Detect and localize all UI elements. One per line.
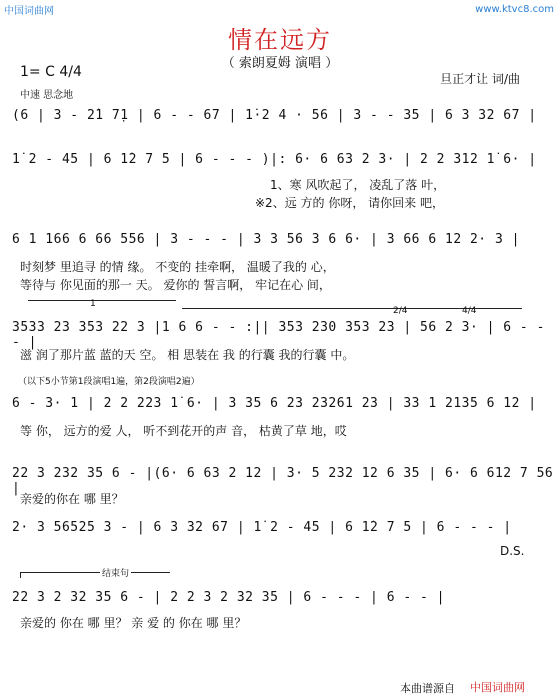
score-row-7: 2· 3 56525 3 - | 6 3 32 67 | 1̇ 2 - 45 | 6 1̇2 7 5 | 6 - - - | <box>12 520 512 535</box>
time-signature-4-4: 4/4 <box>462 306 477 316</box>
key-signature: 1= C 4/4 <box>20 64 82 80</box>
score-row-6: 22 3 232 35 6 - |(6· 6 63 2 12 | 3· 5 232 12 6 35 | 6· 6 612 7 56 | <box>12 466 554 496</box>
dal-segno: D.S. <box>500 544 525 558</box>
score-row-1: (6 | 3 - 2̇1 7̣1 | 6 - - 67 | 1̇·2 4 · 56 | 3 - - 35 | 6 3 32 67 | <box>12 108 537 123</box>
volta-number: 1 <box>90 299 96 309</box>
lyrics-row-2-verse-2: ※2、远 方的 你呀， 请你回来 吧， <box>255 196 444 210</box>
ending-label: 结束句 <box>100 566 131 579</box>
ending-bracket-tick <box>20 572 21 578</box>
lyrics-row-3-verse-1: 时刻梦 里追寻 的情 缘。 不变的 挂牵啊， 温暖了我的 心， <box>20 260 335 274</box>
singer-line: （ 索朗夏姆 演唱 ） <box>221 56 339 71</box>
footer-site: 中国词曲网 <box>470 681 525 694</box>
score-row-5: 6 - 3· 1 | 2 2 223 1̇ 6· | 3 35 6 23 23261 23 | 33 1 2135 6 12 | <box>12 396 537 411</box>
volta-bracket <box>28 300 176 301</box>
lyrics-row-6: 亲爱的你在 哪 里？ <box>20 492 124 506</box>
ending-bracket <box>20 572 170 573</box>
lyrics-row-8: 亲爱的 你在 哪 里？ 亲 爱 的 你在 哪 里？ <box>20 616 247 630</box>
time-signature-2-4: 2/4 <box>393 306 408 316</box>
score-row-2: 1̇ 2 - 45 | 6 1̇2 7 5 | 6 - - - )|: 6· 6 63 2 3· | 2 2 312 1̇ 6· | <box>12 152 537 167</box>
lyrics-row-2-verse-1: 1、寒 风吹起了， 凌乱了落 叶， <box>270 178 446 192</box>
footer-source: 本曲谱源自 <box>400 682 455 695</box>
repeat-instruction: （以下5小节第1段演唱1遍，第2段演唱2遍） <box>18 377 200 387</box>
lyrics-row-5: 等 你， 远方的爱 人， 听不到花开的声 音， 枯黄了草 地，哎 <box>20 424 347 438</box>
score-row-4: 3533 23 353 22 3 |1 6 6 - - :|| 353 230 353 23 | 56 2 3· | 6 - - - | <box>12 320 545 350</box>
watermark-top-right: www.ktvc8.com <box>475 4 554 15</box>
lyrics-row-3-verse-2: 等待与 你见面的那一 天。 爱你的 誓言啊， 牢记在心 间， <box>20 278 331 292</box>
score-row-3: 6 1 166 6 66 556 | 3 - - - | 3 3 56 3 6 6· | 3 66 6 12 2· 3 | <box>12 232 520 247</box>
credits: 旦正才让 词/曲 <box>440 72 520 86</box>
lyrics-row-4: 滋 润了那片蓝 蓝的天 空。 相 思装在 我 的行囊 我的行囊 中。 <box>20 348 355 362</box>
tempo-marking: 中速 思念地 <box>20 90 74 101</box>
score-row-8: 22 3 2 32 35 6 - | 2 2 3 2 32 35 | 6 - - - | 6 - - | <box>12 590 445 605</box>
song-title: 情在远方 <box>228 26 332 54</box>
watermark-top-left: 中国词曲网 <box>4 6 54 17</box>
